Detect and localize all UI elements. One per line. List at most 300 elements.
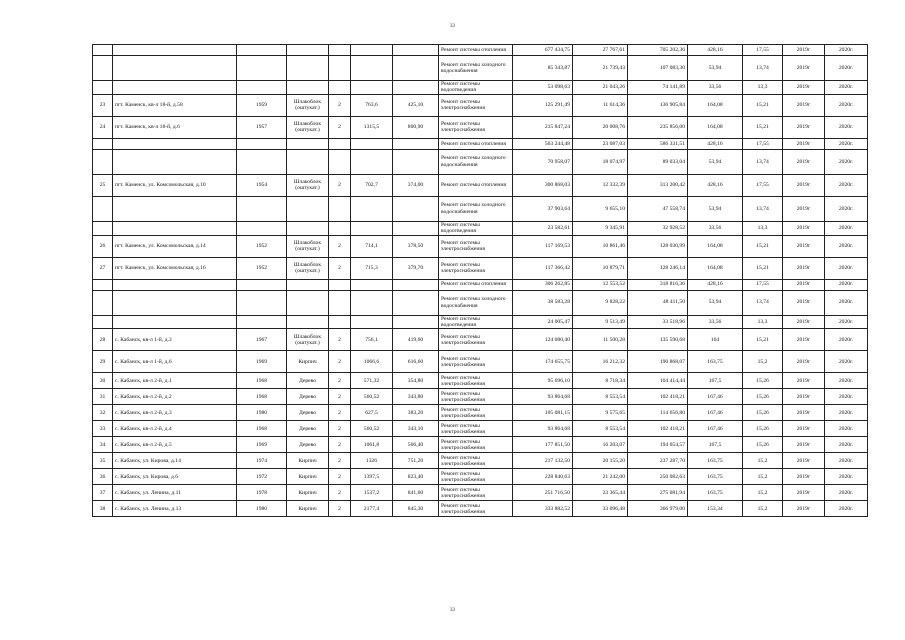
- total-area: [351, 149, 393, 174]
- construction-year: 1959: [237, 94, 287, 116]
- rate-value: 13,74: [743, 196, 783, 221]
- floors-count: 2: [329, 351, 351, 373]
- row-number: 32: [93, 405, 113, 421]
- living-area: [393, 221, 439, 235]
- living-area: 823,40: [393, 469, 439, 485]
- work-type: Ремонт системы водоотведения: [439, 221, 513, 235]
- unit-cost: 167,46: [688, 389, 743, 405]
- table-row: [93, 389, 868, 405]
- table-row: [93, 290, 868, 315]
- floors-count: [329, 290, 351, 315]
- total-area: 1397,5: [351, 469, 393, 485]
- construction-year: [237, 315, 287, 329]
- unit-cost: 163,75: [688, 453, 743, 469]
- row-number: [93, 81, 113, 95]
- row-number: 33: [93, 421, 113, 437]
- work-type: Ремонт системы отопления: [439, 279, 513, 290]
- total-area: 2177,4: [351, 501, 393, 517]
- living-area: 383,20: [393, 405, 439, 421]
- plan-year-start: 2019г: [783, 196, 825, 221]
- plan-year-end: 2020г.: [825, 116, 868, 138]
- work-type: Ремонт системы электроснабжения: [439, 501, 513, 517]
- total-area: 1066,6: [351, 351, 393, 373]
- total-area: 756,1: [351, 329, 393, 351]
- construction-control-cost: 9 575,65: [573, 405, 628, 421]
- work-cost: 215 847,24: [513, 116, 573, 138]
- total-area: 560,52: [351, 389, 393, 405]
- table-row: [93, 257, 868, 279]
- plan-year-end: 2020г.: [825, 138, 868, 149]
- floors-count: 2: [329, 235, 351, 257]
- plan-year-start: 2019г: [783, 453, 825, 469]
- row-number: 27: [93, 257, 113, 279]
- wall-material: [287, 290, 329, 315]
- unit-cost: 163,75: [688, 351, 743, 373]
- living-area: 343,10: [393, 421, 439, 437]
- plan-year-end: 2020г.: [825, 174, 868, 196]
- plan-year-start: 2019г: [783, 469, 825, 485]
- row-number: 36: [93, 469, 113, 485]
- total-area: [351, 221, 393, 235]
- row-number: 28: [93, 329, 113, 351]
- house-address: [113, 45, 237, 56]
- work-type: Ремонт системы отопления: [439, 174, 513, 196]
- living-area: 845,30: [393, 501, 439, 517]
- plan-year-start: 2019г: [783, 389, 825, 405]
- rate-value: 15,26: [743, 437, 783, 453]
- construction-year: [237, 81, 287, 95]
- total-cost: 74 141,89: [628, 81, 688, 95]
- construction-control-cost: 12 332,39: [573, 174, 628, 196]
- wall-material: Кирпич: [287, 469, 329, 485]
- rate-value: 17,55: [743, 279, 783, 290]
- construction-year: [237, 149, 287, 174]
- total-cost: 89 033,04: [628, 149, 688, 174]
- plan-year-start: 2019г: [783, 174, 825, 196]
- floors-count: 2: [329, 437, 351, 453]
- work-type: Ремонт системы электроснабжения: [439, 405, 513, 421]
- wall-material: [287, 81, 329, 95]
- living-area: 751,20: [393, 453, 439, 469]
- floors-count: 2: [329, 174, 351, 196]
- construction-year: 1957: [237, 116, 287, 138]
- floors-count: 2: [329, 329, 351, 351]
- unit-cost: 33,56: [688, 315, 743, 329]
- floors-count: [329, 56, 351, 81]
- rate-value: 15,21: [743, 94, 783, 116]
- construction-control-cost: 8 553,54: [573, 421, 628, 437]
- wall-material: [287, 315, 329, 329]
- construction-year: 1974: [237, 453, 287, 469]
- house-address: [113, 279, 237, 290]
- table-row: [93, 221, 868, 235]
- construction-control-cost: 16 212,32: [573, 351, 628, 373]
- construction-control-cost: 18 074,97: [573, 149, 628, 174]
- total-cost: 33 518,96: [628, 315, 688, 329]
- work-type: Ремонт системы холодного водоснабжения: [439, 196, 513, 221]
- floors-count: 2: [329, 485, 351, 501]
- work-type: Ремонт системы электроснабжения: [439, 351, 513, 373]
- wall-material: [287, 149, 329, 174]
- work-type: Ремонт системы электроснабжения: [439, 437, 513, 453]
- table-row: [93, 235, 868, 257]
- house-address: [113, 138, 237, 149]
- house-address: [113, 221, 237, 235]
- construction-year: 1952: [237, 235, 287, 257]
- total-cost: 235 856,00: [628, 116, 688, 138]
- work-cost: 93 864,68: [513, 421, 573, 437]
- unit-cost: 163,75: [688, 469, 743, 485]
- total-cost: 190 868,07: [628, 351, 688, 373]
- plan-year-end: 2020г.: [825, 196, 868, 221]
- plan-year-end: 2020г.: [825, 453, 868, 469]
- construction-control-cost: 9 345,91: [573, 221, 628, 235]
- house-address: [113, 56, 237, 81]
- construction-year: [237, 290, 287, 315]
- floors-count: 2: [329, 389, 351, 405]
- work-type: Ремонт системы электроснабжения: [439, 235, 513, 257]
- construction-year: 1954: [237, 174, 287, 196]
- row-number: 34: [93, 437, 113, 453]
- work-type: Ремонт системы электроснабжения: [439, 389, 513, 405]
- work-type: Ремонт системы электроснабжения: [439, 94, 513, 116]
- work-cost: 23 582,61: [513, 221, 573, 235]
- total-cost: 194 054,57: [628, 437, 688, 453]
- construction-year: [237, 279, 287, 290]
- row-number: 35: [93, 453, 113, 469]
- plan-year-end: 2020г.: [825, 56, 868, 81]
- total-cost: 366 979,00: [628, 501, 688, 517]
- rate-value: 15,26: [743, 405, 783, 421]
- total-cost: 48 411,50: [628, 290, 688, 315]
- work-type: Ремонт системы электроснабжения: [439, 469, 513, 485]
- repair-schedule-table: [92, 44, 868, 517]
- total-cost: 318 816,36: [628, 279, 688, 290]
- row-number: [93, 315, 113, 329]
- plan-year-start: 2019г: [783, 405, 825, 421]
- plan-year-start: 2019г: [783, 257, 825, 279]
- wall-material: Шлакоблок (оштукат.): [287, 94, 329, 116]
- construction-year: 1968: [237, 373, 287, 389]
- floors-count: 2: [329, 501, 351, 517]
- plan-year-start: 2019г: [783, 56, 825, 81]
- living-area: [393, 138, 439, 149]
- work-type: Ремонт системы электроснабжения: [439, 453, 513, 469]
- wall-material: [287, 221, 329, 235]
- total-area: 627,5: [351, 405, 393, 421]
- rate-value: 17,55: [743, 174, 783, 196]
- work-cost: 228 840,63: [513, 469, 573, 485]
- wall-material: Шлакоблок (оштукат.): [287, 329, 329, 351]
- wall-material: Шлакоблок (оштукат.): [287, 235, 329, 257]
- total-area: 715,3: [351, 257, 393, 279]
- wall-material: Кирпич: [287, 501, 329, 517]
- living-area: 800,90: [393, 116, 439, 138]
- unit-cost: 428,16: [688, 138, 743, 149]
- row-number: 29: [93, 351, 113, 373]
- rate-value: 15,2: [743, 485, 783, 501]
- floors-count: 2: [329, 116, 351, 138]
- rate-value: 15,2: [743, 453, 783, 469]
- work-cost: 85 343,87: [513, 56, 573, 81]
- table-row: [93, 373, 868, 389]
- row-number: [93, 221, 113, 235]
- construction-year: 1969: [237, 437, 287, 453]
- floors-count: 2: [329, 373, 351, 389]
- plan-year-start: 2019г: [783, 351, 825, 373]
- row-number: [93, 149, 113, 174]
- total-cost: 136 905,84: [628, 94, 688, 116]
- unit-cost: 428,16: [688, 279, 743, 290]
- living-area: [393, 279, 439, 290]
- row-number: [93, 138, 113, 149]
- house-address: с. Кабанск, ул. Кирова, д.14: [113, 453, 237, 469]
- wall-material: [287, 279, 329, 290]
- plan-year-start: 2019г: [783, 116, 825, 138]
- total-area: [351, 138, 393, 149]
- work-cost: 37 903,64: [513, 196, 573, 221]
- work-cost: 333 882,52: [513, 501, 573, 517]
- living-area: 425,10: [393, 94, 439, 116]
- construction-year: 1980: [237, 501, 287, 517]
- wall-material: Шлакоблок (оштукат.): [287, 257, 329, 279]
- row-number: 38: [93, 501, 113, 517]
- total-cost: 102 418,21: [628, 421, 688, 437]
- rate-value: 13,74: [743, 149, 783, 174]
- construction-control-cost: 21 739,43: [573, 56, 628, 81]
- construction-year: [237, 221, 287, 235]
- plan-year-end: 2020г.: [825, 257, 868, 279]
- unit-cost: 163,75: [688, 485, 743, 501]
- total-area: 1326: [351, 453, 393, 469]
- unit-cost: 167,46: [688, 405, 743, 421]
- construction-control-cost: 33 096,48: [573, 501, 628, 517]
- rate-value: 17,55: [743, 45, 783, 56]
- house-address: с. Кабанск, кв-л 2-й, д.3: [113, 405, 237, 421]
- row-number: 31: [93, 389, 113, 405]
- work-cost: 93 864,68: [513, 389, 573, 405]
- total-cost: 104 414,44: [628, 373, 688, 389]
- construction-year: [237, 138, 287, 149]
- plan-year-start: 2019г: [783, 373, 825, 389]
- unit-cost: 167,46: [688, 421, 743, 437]
- floors-count: 2: [329, 405, 351, 421]
- row-number: [93, 56, 113, 81]
- floors-count: 2: [329, 257, 351, 279]
- total-cost: 135 590,68: [628, 329, 688, 351]
- table-row: [93, 174, 868, 196]
- unit-cost: 428,16: [688, 174, 743, 196]
- work-cost: 177 851,50: [513, 437, 573, 453]
- house-address: с. Кабанск, кв-л 2-й, д.4: [113, 421, 237, 437]
- work-cost: 38 583,28: [513, 290, 573, 315]
- work-cost: 125 291,49: [513, 94, 573, 116]
- unit-cost: 164,08: [688, 116, 743, 138]
- wall-material: Дерево: [287, 389, 329, 405]
- plan-year-start: 2019г: [783, 45, 825, 56]
- rate-value: 15,2: [743, 501, 783, 517]
- unit-cost: 164: [688, 329, 743, 351]
- unit-cost: 53,94: [688, 56, 743, 81]
- construction-year: [237, 196, 287, 221]
- total-cost: 102 418,21: [628, 389, 688, 405]
- construction-control-cost: 8 553,54: [573, 389, 628, 405]
- living-area: [393, 45, 439, 56]
- total-area: [351, 315, 393, 329]
- total-cost: 250 082,63: [628, 469, 688, 485]
- total-cost: 107 083,30: [628, 56, 688, 81]
- plan-year-end: 2020г.: [825, 469, 868, 485]
- table-row: [93, 485, 868, 501]
- plan-year-start: 2019г: [783, 329, 825, 351]
- living-area: 374,00: [393, 174, 439, 196]
- floors-count: [329, 81, 351, 95]
- total-area: 571,32: [351, 373, 393, 389]
- house-address: с. Кабанск, ул. Ленина, д.11: [113, 485, 237, 501]
- house-address: с. Кабанск, кв-л 1-й, д.6: [113, 351, 237, 373]
- unit-cost: 167,5: [688, 437, 743, 453]
- work-type: Ремонт системы электроснабжения: [439, 373, 513, 389]
- plan-year-end: 2020г.: [825, 279, 868, 290]
- wall-material: Кирпич: [287, 453, 329, 469]
- plan-year-end: 2020г.: [825, 373, 868, 389]
- total-area: 1061,8: [351, 437, 393, 453]
- rate-value: 13,3: [743, 315, 783, 329]
- work-type: Ремонт системы электроснабжения: [439, 257, 513, 279]
- table-row: [93, 437, 868, 453]
- house-address: [113, 196, 237, 221]
- work-cost: 217 132,50: [513, 453, 573, 469]
- row-number: 30: [93, 373, 113, 389]
- house-address: пгт. Каменск, кв-л 18-й, д.6: [113, 116, 237, 138]
- wall-material: [287, 196, 329, 221]
- house-address: [113, 315, 237, 329]
- floors-count: [329, 149, 351, 174]
- living-area: 379,70: [393, 257, 439, 279]
- floors-count: [329, 279, 351, 290]
- rate-value: 15,21: [743, 235, 783, 257]
- wall-material: [287, 138, 329, 149]
- house-address: с. Кабанск, кв-л 2-й, д.5: [113, 437, 237, 453]
- house-address: пгт. Каменск, кв-л 18-й, д.58: [113, 94, 237, 116]
- total-cost: 705 202,36: [628, 45, 688, 56]
- floors-count: 2: [329, 94, 351, 116]
- plan-year-end: 2020г.: [825, 485, 868, 501]
- construction-year: 1952: [237, 257, 287, 279]
- construction-year: 1972: [237, 469, 287, 485]
- table-row: [93, 315, 868, 329]
- construction-year: 1967: [237, 329, 287, 351]
- unit-cost: 167,5: [688, 373, 743, 389]
- work-type: Ремонт системы электроснабжения: [439, 485, 513, 501]
- rate-value: 15,2: [743, 469, 783, 485]
- floors-count: [329, 221, 351, 235]
- total-area: [351, 56, 393, 81]
- total-cost: 128 030,99: [628, 235, 688, 257]
- row-number: [93, 290, 113, 315]
- row-number: 37: [93, 485, 113, 501]
- page-number-top: 33: [450, 24, 455, 29]
- unit-cost: 33,56: [688, 221, 743, 235]
- plan-year-end: 2020г.: [825, 389, 868, 405]
- table-row: [93, 279, 868, 290]
- plan-year-end: 2020г.: [825, 405, 868, 421]
- construction-year: 1969: [237, 351, 287, 373]
- work-cost: 677 434,75: [513, 45, 573, 56]
- unit-cost: 164,08: [688, 94, 743, 116]
- work-type: Ремонт системы холодного водоснабжения: [439, 149, 513, 174]
- wall-material: Кирпич: [287, 351, 329, 373]
- rate-value: 13,3: [743, 81, 783, 95]
- house-address: пгт. Каменск, ул. Комсомольская, д.10: [113, 174, 237, 196]
- plan-year-end: 2020г.: [825, 290, 868, 315]
- wall-material: Дерево: [287, 437, 329, 453]
- plan-year-end: 2020г.: [825, 45, 868, 56]
- table-row: [93, 196, 868, 221]
- house-address: пгт. Каменск, ул. Комсомольская, д.16: [113, 257, 237, 279]
- living-area: 354,80: [393, 373, 439, 389]
- total-cost: 128 246,14: [628, 257, 688, 279]
- wall-material: [287, 45, 329, 56]
- total-area: [351, 196, 393, 221]
- unit-cost: 53,94: [688, 149, 743, 174]
- work-type: Ремонт системы водоотведения: [439, 81, 513, 95]
- plan-year-start: 2019г: [783, 421, 825, 437]
- unit-cost: 33,56: [688, 81, 743, 95]
- table-row: [93, 81, 868, 95]
- construction-control-cost: 21 242,00: [573, 469, 628, 485]
- wall-material: Кирпич: [287, 485, 329, 501]
- table-body: [93, 45, 868, 517]
- row-number: 23: [93, 94, 113, 116]
- construction-year: 1968: [237, 389, 287, 405]
- table-row: [93, 138, 868, 149]
- construction-control-cost: 10 879,71: [573, 257, 628, 279]
- floors-count: [329, 196, 351, 221]
- table-row: [93, 421, 868, 437]
- work-cost: 117 366,42: [513, 257, 573, 279]
- house-address: с. Кабанск, кв-л 2-й, д.1: [113, 373, 237, 389]
- construction-control-cost: 11 614,36: [573, 94, 628, 116]
- construction-year: 1968: [237, 421, 287, 437]
- total-area: 714,1: [351, 235, 393, 257]
- rate-value: 15,21: [743, 116, 783, 138]
- plan-year-start: 2019г: [783, 235, 825, 257]
- house-address: с. Кабанск, кв-л 1-й, д.3: [113, 329, 237, 351]
- house-address: с. Кабанск, кв-л 2-й, д.2: [113, 389, 237, 405]
- unit-cost: 164,08: [688, 235, 743, 257]
- floors-count: 2: [329, 469, 351, 485]
- work-cost: 105 081,15: [513, 405, 573, 421]
- living-area: 343,80: [393, 389, 439, 405]
- rate-value: 13,74: [743, 56, 783, 81]
- living-area: 616,60: [393, 351, 439, 373]
- living-area: [393, 290, 439, 315]
- construction-control-cost: 16 203,07: [573, 437, 628, 453]
- rate-value: 15,2: [743, 351, 783, 373]
- work-type: Ремонт системы электроснабжения: [439, 329, 513, 351]
- floors-count: [329, 138, 351, 149]
- house-address: [113, 81, 237, 95]
- plan-year-end: 2020г.: [825, 235, 868, 257]
- house-address: с. Кабанск, ул. Кирова, д.6: [113, 469, 237, 485]
- total-cost: 237 287,70: [628, 453, 688, 469]
- page-number-bottom: 33: [450, 608, 455, 613]
- construction-year: 1980: [237, 405, 287, 421]
- wall-material: Дерево: [287, 373, 329, 389]
- total-cost: 275 081,94: [628, 485, 688, 501]
- plan-year-start: 2019г: [783, 221, 825, 235]
